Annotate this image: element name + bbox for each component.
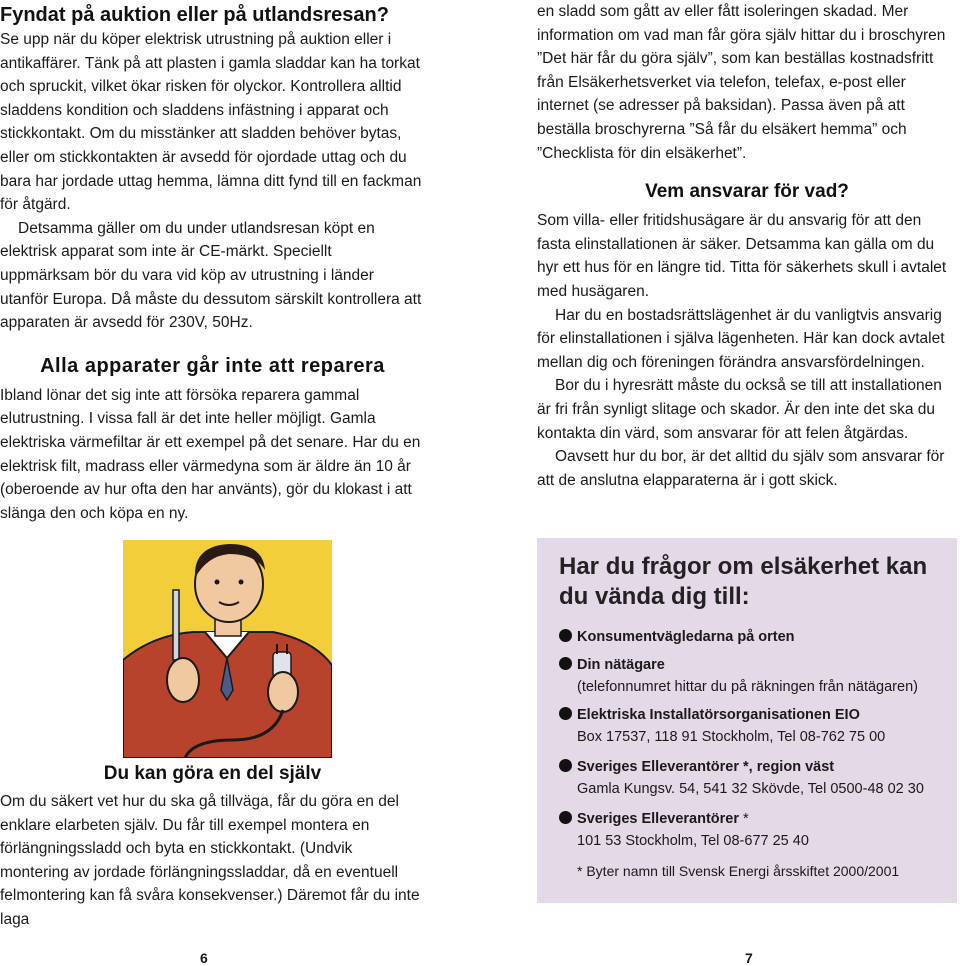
heading-auction: Fyndat på auktion eller på utlandsresan? — [0, 4, 389, 26]
contact-box-title: Har du frågor om elsäkerhet kan du vända dig till: — [559, 553, 928, 610]
bullet-icon — [559, 811, 572, 824]
footnote: * Byter namn till Svensk Energi årsskiftet 2000/2001 — [577, 863, 900, 879]
heading-repair: Alla apparater går inte att reparera — [40, 354, 385, 377]
para-rental: Bor du i hyresrätt måste du också se till att installationen är fri från synligt slitage och skador. Är den inte det ska du kontakta din värd, som ansvarar för att felen åtgärdas. — [537, 377, 942, 442]
contact-entry: Elektriska Installatörsorganisationen EIO Box 17537, 118 91 Stockholm, Tel 08-762 75 00 — [559, 704, 954, 748]
left-column — [0, 0, 425, 525]
contact-box — [537, 538, 957, 903]
heading-responsibility: Vem ansvarar för vad? — [645, 181, 849, 203]
page-number-right: 7 — [745, 950, 753, 966]
para-condo: Har du en bostadsrättslägenhet är du vanligtvis ansvarig för elinstallationen i själva lägenheten. Här kan dock avtalet mellan dig och föreningen förändra ansvarsfördelningen. — [537, 306, 945, 371]
contact-entry: Din nätägare (telefonnumret hittar du på räkningen från nätägaren) — [559, 654, 954, 698]
para-repair: Ibland lönar det sig inte att försöka reparera gammal elutrustning. I vissa fall är det inte heller möjligt. Gamla elektriska värmefiltar är ett exempel på det senare. Har du en elektrisk filt, madrass eller värmedyna som är äldre än 10 år (oberoende av hur ofta den har använts), gör du klokast i att slänga den och köpa en ny. — [0, 386, 421, 522]
contact-entry: Sveriges Elleverantörer *, region väst Gamla Kungsv. 54, 541 32 Skövde, Tel 0500-48 02 30 — [559, 756, 954, 800]
para-appliances: Oavsett hur du bor, är det alltid du själv som ansvarar för att de anslutna elapparaterna är i gott skick. — [537, 448, 945, 489]
page-number-left: 6 — [200, 950, 208, 966]
heading-diy: Du kan göra en del själv — [103, 763, 322, 784]
bullet-icon — [559, 629, 572, 642]
bullet-icon — [559, 707, 572, 720]
bullet-icon — [559, 657, 572, 670]
contact-entry: Sveriges Elleverantörer * 101 53 Stockholm, Tel 08-677 25 40 — [559, 808, 954, 852]
para-house-owner: Som villa- eller fritidshusägare är du ansvarig för att den fasta elinstallationen är säker. Detsamma kan gälla om du hyr ett hus för en längre tid. Titta för säkerhets skull i avtalet med husägaren. — [537, 212, 947, 300]
para-ce-mark: Detsamma gäller om du under utlandsresan köpt en elektrisk apparat som inte är CE-märkt. Speciellt uppmärksam bör du vara vid köp av utrustning i länder utanför Europa. Då måste du dessutom särskilt kontrollera att apparaten är avsedd för 230V, 50Hz. — [0, 219, 422, 332]
para-brochures: en sladd som gått av eller fått isoleringen skadad. Mer information om vad man får göra själv hittar du i broschyren ”Det här får du göra själv”, som kan beställas kostnadsfritt från Elsäkerhetsverket via telefon, telefax, e-post eller internet (se adresser på baksidan). Passa även på att beställa broschyrerna ”Så får du elsäkert hemma” och ”Checklista för din elsäkerhet”. — [537, 3, 946, 162]
para-diy: Om du säkert vet hur du ska gå tillväga, får du göra en del enklare elarbeten själv. Du får till exempel montera en förlängningssladd och byta en stickkontakt. (Undvik montering av jordade förlängningssladdar, då en eventuell felmontering kan få svåra konsekvenser.) Däremot får du inte laga — [0, 793, 420, 928]
contact-entry: Konsumentvägledarna på orten — [559, 626, 954, 648]
right-column — [537, 0, 957, 492]
bullet-icon — [559, 759, 572, 772]
para-auction: Se upp när du köper elektrisk utrustning på auktion eller i antikaffärer. Tänk på att plasten i gamla sladdar kan ha torkat och spruckit, vilket ökar risken för olyckor. Kontrollera alltid sladdens kondition och sladdens infästning i apparat och stickkontakt. Om du misstänker att sladden behöver bytas, eller om stickkontakten är avsedd för ojordade uttag och du bara har jordade uttag hemma, lämna ditt fynd till en fackman för åtgärd. — [0, 31, 422, 214]
man-with-plug-illustration — [123, 540, 332, 758]
